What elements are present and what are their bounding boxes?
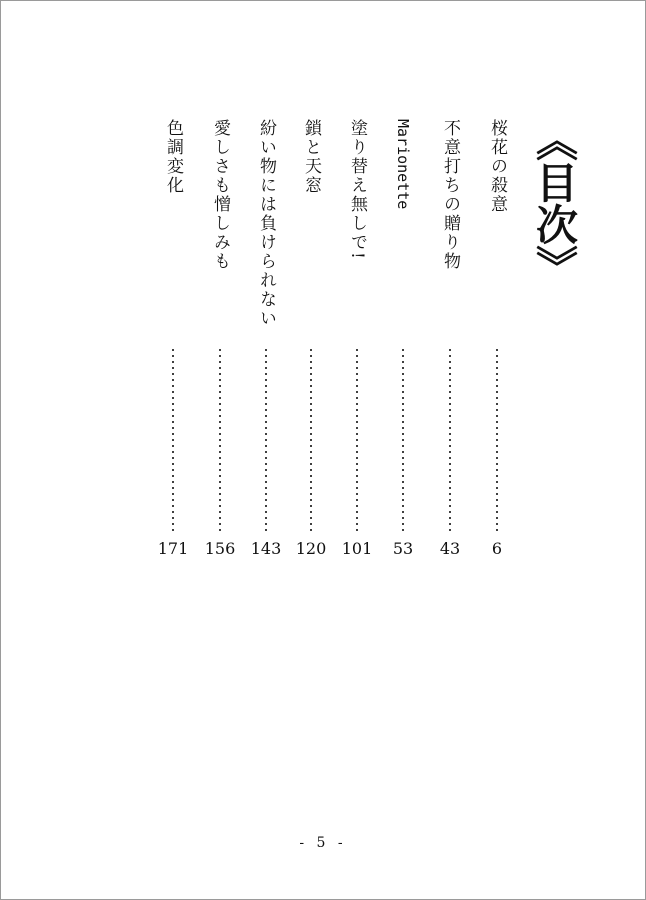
- toc-entry[interactable]: [483, 119, 511, 564]
- toc-entry[interactable]: [159, 119, 187, 564]
- toc-entry[interactable]: [389, 119, 417, 564]
- dot-leader: [355, 347, 359, 531]
- toc-entry-title: 桜花の殺意: [487, 119, 507, 214]
- toc-entry-page: 6: [491, 539, 503, 558]
- toc-entry-page: 143: [250, 539, 282, 558]
- toc-entry-title: 鎖と天窓: [301, 119, 321, 195]
- toc-entry-page: 156: [204, 539, 236, 558]
- toc-entry-title: 不意打ちの贈り物: [440, 119, 460, 271]
- page-number-footer: - 5 -: [299, 835, 347, 851]
- toc-entry-title: 色調変化: [163, 119, 183, 195]
- toc-entry[interactable]: [436, 119, 464, 564]
- toc-entry-title: Marionette: [394, 119, 412, 210]
- toc-entry-page: 171: [157, 539, 189, 558]
- toc-entry-page: 53: [392, 539, 414, 558]
- toc-entry-title: 愛しさも憎しみも: [210, 119, 230, 271]
- toc-entry-page: 120: [295, 539, 327, 558]
- dot-leader: [401, 347, 405, 531]
- toc-entry[interactable]: [206, 119, 234, 564]
- toc-heading: 《目次》: [530, 119, 579, 287]
- dot-leader: [264, 347, 268, 531]
- toc-entry-page: 43: [439, 539, 461, 558]
- toc-entry[interactable]: [252, 119, 280, 564]
- dot-leader: [495, 347, 499, 531]
- toc-entry-page: 101: [341, 539, 373, 558]
- toc-entry-title: 紛い物には負けられない: [256, 119, 276, 328]
- dot-leader: [218, 347, 222, 531]
- dot-leader: [171, 347, 175, 531]
- toc-entry-title: 塗り替え無しで!: [347, 119, 367, 261]
- dot-leader: [448, 347, 452, 531]
- toc-entry[interactable]: [343, 119, 371, 564]
- toc-entry[interactable]: [297, 119, 325, 564]
- dot-leader: [309, 347, 313, 531]
